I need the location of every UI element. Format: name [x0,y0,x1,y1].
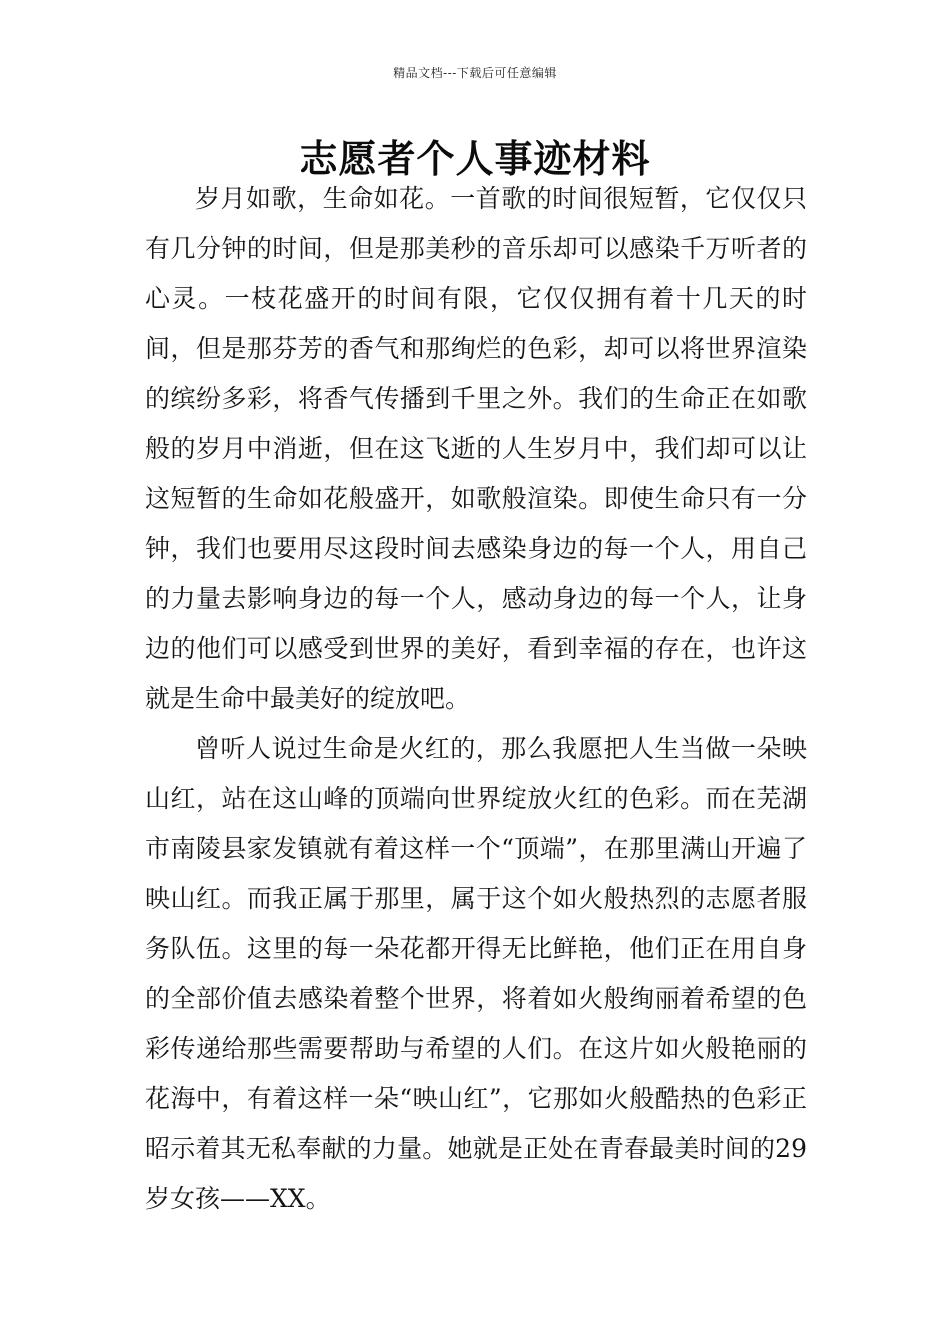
paragraph: 岁月如歌，生命如花。一首歌的时间很短暂，它仅仅只有几分钟的时间，但是那美秒的音乐却可以感染千万听者的心灵。一枝花盛开的时间有限，它仅仅拥有着十几天的时间，但是那芬芳的香气和那绚烂的色彩，却可以将世界渲染的缤纷多彩，将香气传播到千里之外。我们的生命正在如歌般的岁月中消逝，但在这飞逝的人生岁月中，我们却可以让这短暂的生命如花般盛开，如歌般渲染。即使生命只有一分钟，我们也要用尽这段时间去感染身边的每一个人，用自己的力量去影响身边的每一个人，感动身边的每一个人，让身边的他们可以感受到世界的美好，看到幸福的存在，也许这就是生命中最美好的绽放吧。 [145,184,807,713]
document-title: 志愿者个人事迹材料 [299,137,651,181]
header-note: 精品文档---下载后可任意编辑 [393,66,557,80]
document-body [145,174,807,1224]
paragraph: 曾听人说过生命是火红的，那么我愿把人生当做一朵映山红，站在这山峰的顶端向世界绽放火红的色彩。而在芜湖市南陵县家发镇就有着这样一个“顶端”，在那里满山开遍了映山红。而我正属于那里，属于这个如火般热烈的志愿者服务队伍。这里的每一朵花都开得无比鲜艳，他们正在用自身的全部价值去感染着整个世界，将着如火般绚丽着希望的色彩传递给那些需要帮助与希望的人们。在这片如火般艳丽的花海中，有着这样一朵“映山红”，它那如火般酷热的色彩正昭示着其无私奉献的力量。她就是正处在青春最美时间的29岁女孩——XX。 [145,734,807,1213]
